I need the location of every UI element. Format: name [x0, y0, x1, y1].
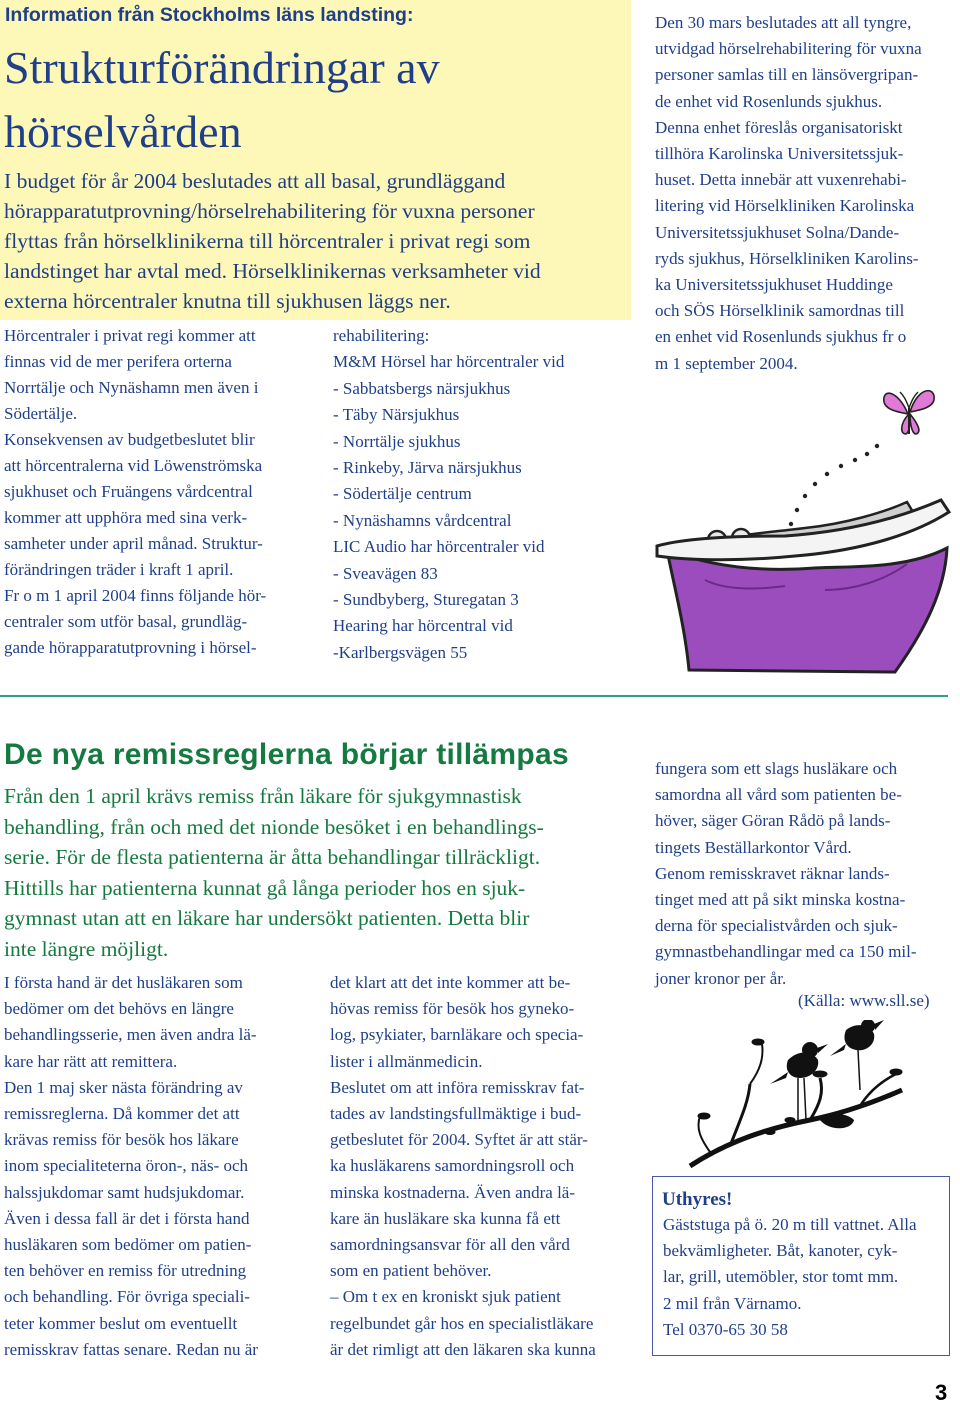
text-line: gymnastbehandlingar med ca 150 mil- — [655, 942, 917, 962]
text-line: - Norrtälje sjukhus — [333, 431, 461, 451]
text-line: litering vid Hörselkliniken Karolinska — [655, 196, 915, 216]
article1-column-2 — [333, 323, 564, 666]
text-line: Beslutet om att införa remisskrav fat- — [330, 1077, 585, 1097]
ad-text — [663, 1212, 917, 1343]
text-line: Genom remisskravet räknar lands- — [655, 863, 890, 883]
lead-line: behandling, från och med det nionde besöket i en behandlings- — [4, 814, 544, 839]
article2-column-2 — [330, 970, 596, 1363]
text-line: som en patient behöver. — [330, 1261, 492, 1281]
text-line: Universitetssjukhuset Solna/Dande- — [655, 222, 900, 242]
text-line: Denna enhet föreslås organisatoriskt — [655, 117, 903, 137]
text-line: Den 1 maj sker nästa förändring av — [4, 1077, 243, 1097]
article2-headline: De nya remissreglerna börjar tillämpas — [4, 738, 569, 771]
text-line: ten behöver en remiss för utredning — [4, 1261, 247, 1281]
text-line: förändringen träder i kraft 1 april. — [4, 560, 234, 579]
text-line: minska kostnaderna. Även andra lä- — [330, 1182, 575, 1202]
ad-title: Uthyres! — [662, 1189, 733, 1210]
text-line: M&M Hörsel har hörcentraler vid — [333, 352, 565, 372]
text-line: - Sundbyberg, Sturegatan 3 — [333, 590, 519, 610]
text-line: rehabilitering: — [333, 326, 430, 345]
text-line: tingets Beställarkontor Vård. — [655, 837, 852, 857]
text-line: Den 30 mars beslutades att all tyngre, — [655, 13, 912, 32]
text-line: behandlingsserie, men även andra lä- — [4, 1025, 257, 1045]
page-number: 3 — [935, 1380, 948, 1405]
headline-line: hörselvården — [4, 106, 242, 157]
article1-headline — [4, 36, 440, 164]
text-line: regelbundet går hos en specialistläkare — [330, 1313, 594, 1333]
text-line: huset. Detta innebär att vuxenrehabi- — [655, 170, 907, 190]
text-line: personer samlas till en länsövergripan- — [655, 65, 919, 85]
text-line: tillhöra Karolinska Universitetssjuk- — [655, 144, 904, 164]
article2-lead — [4, 781, 544, 964]
text-line: att hörcentralerna vid Löwenströmska — [4, 456, 263, 475]
text-line: – Om t ex en kroniskt sjuk patient — [330, 1287, 561, 1307]
text-line: lar, grill, utemöbler, stor tomt mm. — [663, 1267, 899, 1287]
text-line: Fr o m 1 april 2004 finns följande hör- — [4, 586, 267, 605]
text-line: Norrtälje och Nynäshamn men även i — [4, 378, 259, 397]
text-line: halssjukdomar samt hudsjukdomar. — [4, 1182, 245, 1202]
text-line: utvidgad hörselrehabilitering för vuxna — [655, 39, 922, 59]
text-line: de enhet vid Rosenlunds sjukhus. — [655, 91, 883, 111]
text-line: bedömer om det behövs en längre — [4, 999, 234, 1019]
lead-line: externa hörcentraler knutna till sjukhusen läggs ner. — [4, 289, 451, 313]
text-line: centraler som utför basal, grundläg- — [4, 612, 248, 631]
text-line: -Karlbergsvägen 55 — [333, 642, 468, 662]
text-line: lister i allmänmedicin. — [330, 1051, 483, 1071]
section-divider — [0, 695, 948, 697]
text-line: samheter under april månad. Struktur- — [4, 534, 263, 553]
article2-column-3 — [655, 756, 917, 992]
text-line: - Nynäshamns vårdcentral — [333, 510, 512, 530]
article2-column-1 — [4, 970, 258, 1363]
text-line: kare har rätt att remittera. — [4, 1051, 178, 1071]
text-line: krävas remiss för besök hos läkare — [4, 1130, 239, 1150]
text-line: Konsekvensen av budgetbeslutet blir — [4, 430, 255, 449]
text-line: m 1 september 2004. — [655, 353, 798, 373]
text-line: ryds sjukhus, Hörselkliniken Karolins- — [655, 248, 919, 268]
text-line: hövas remiss för besök hos gyneko- — [330, 999, 575, 1019]
article1-column-3 — [655, 10, 922, 377]
text-line: ka Universitetssjukhuset Huddinge — [655, 275, 893, 295]
source-credit: (Källa: www.sll.se) — [798, 991, 930, 1010]
text-line: ka husläkarens samordningsroll och — [330, 1156, 575, 1176]
article1-column-1 — [4, 323, 266, 661]
lead-line: landstinget har avtal med. Hörselklinikernas verksamheter vid — [4, 259, 541, 283]
text-line: är det rimligt att den läkaren ska kunna — [330, 1339, 596, 1359]
text-line: - Täby Närsjukhus — [333, 405, 460, 425]
text-line: Hearing har hörcentral vid — [333, 616, 513, 636]
text-line: finnas vid de mer perifera orterna — [4, 352, 232, 371]
text-line: sjukhuset och Fruängens vårdcentral — [4, 482, 253, 501]
text-line: höver, säger Göran Rådö på lands- — [655, 811, 891, 831]
lead-line: Från den 1 april krävs remiss från läkare för sjukgymnastisk — [4, 784, 522, 808]
text-line: gande hörapparatutprovning i hörsel- — [4, 638, 257, 657]
text-line: Hörcentraler i privat regi kommer att — [4, 326, 256, 345]
lead-line: inte längre möjligt. — [4, 936, 169, 961]
text-line: getbeslutet för 2004. Syftet är att stär- — [330, 1130, 588, 1150]
lead-line: flyttas från hörselklinikerna till hörcentraler i privat regi som — [4, 229, 531, 253]
lead-line: serie. För de flesta patienterna är åtta behandlingar tillräckligt. — [4, 845, 541, 869]
text-line: en enhet vid Rosenlunds sjukhus fr o — [655, 327, 907, 347]
text-line: - Rinkeby, Järva närsjukhus — [333, 458, 522, 478]
text-line: Tel 0370-65 30 58 — [663, 1319, 788, 1339]
text-line: tinget med att på sikt minska kostna- — [655, 890, 906, 910]
text-line: teter kommer beslut om eventuellt — [4, 1313, 238, 1333]
text-line: Södertälje. — [4, 404, 78, 423]
text-line: husläkaren som bedömer om patien- — [4, 1235, 252, 1255]
butterfly-icon — [878, 380, 940, 442]
text-line: derna för specialistvården och sjuk- — [655, 916, 898, 936]
text-line: Gäststuga på ö. 20 m till vattnet. Alla — [663, 1215, 917, 1234]
text-line: I första hand är det husläkaren som — [4, 973, 243, 992]
text-line: - Sveavägen 83 — [333, 563, 438, 583]
text-line: - Södertälje centrum — [333, 484, 472, 504]
text-line: - Sabbatsbergs närsjukhus — [333, 378, 511, 398]
text-line: inom specialiteterna öron-, näs- och — [4, 1156, 249, 1176]
text-line: remissreglerna. Då kommer det att — [4, 1104, 240, 1124]
text-line: det klart att det inte kommer att be- — [330, 973, 571, 992]
text-line: och behandling. För övriga speciali- — [4, 1287, 250, 1307]
text-line: joner kronor per år. — [655, 968, 787, 988]
kicker: Information från Stockholms läns landsting: — [5, 4, 414, 26]
text-line: kommer att upphöra med sina verk- — [4, 508, 248, 527]
text-line: samordna all vård som patienten be- — [655, 785, 902, 805]
text-line: och SÖS Hörselklinik samordnas till — [655, 301, 905, 321]
text-line: kare än husläkare ska kunna få ett — [330, 1208, 561, 1228]
lead-line: gymnast utan att en läkare har undersökt patienten. Detta blir — [4, 906, 530, 930]
text-line: samordningsansvar för all den vård — [330, 1235, 570, 1255]
article1-lead — [4, 166, 541, 316]
text-line: tades av landstingsfullmäktige i bud- — [330, 1104, 582, 1124]
text-line: 2 mil från Värnamo. — [663, 1293, 802, 1313]
lead-line: I budget för år 2004 beslutades att all basal, grundläggand — [4, 169, 506, 193]
text-line: Även i dessa fall är det i första hand — [4, 1208, 250, 1228]
purse-illustration — [645, 440, 955, 675]
text-line: remisskrav fattas senare. Redan nu är — [4, 1339, 258, 1359]
text-line: log, psykiater, barnläkare och specia- — [330, 1025, 584, 1045]
headline-line: Strukturförändringar av — [4, 42, 440, 93]
birds-on-branch-illustration — [670, 1020, 920, 1170]
lead-line: hörapparatutprovning/hörselrehabilitering för vuxna personer — [4, 199, 535, 223]
text-line: fungera som ett slags husläkare och — [655, 759, 898, 778]
lead-line: Hittills har patienterna kunnat gå långa perioder hos en sjuk- — [4, 875, 526, 900]
text-line: LIC Audio har hörcentraler vid — [333, 537, 545, 557]
text-line: bekvämligheter. Båt, kanoter, cyk- — [663, 1241, 898, 1261]
